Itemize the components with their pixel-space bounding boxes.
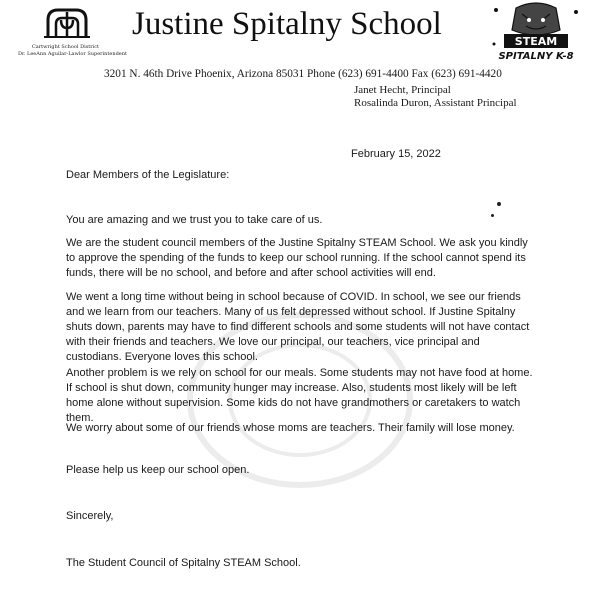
letter-date: February 15, 2022 <box>351 148 441 160</box>
letterhead <box>0 0 600 115</box>
paragraph-2: We are the student council members of the Justine Spitalny STEAM School. We ask you kindly to approve the spending of the funds to keep our school running. If the school cannot spend its funds, there will be no school, and before and after school activities will end. <box>66 237 528 279</box>
principal-name: Janet Hecht, Principal <box>354 84 451 96</box>
district-superintendent: Dr. LeeAnn Aguilar-Lawlor Superintendent <box>18 51 127 57</box>
school-address: 3201 N. 46th Drive Phoenix, Arizona 85031 Phone (623) 691-4400 Fax (623) 691-4420 <box>104 68 502 80</box>
assistant-principal-name: Rosalinda Duron, Assistant Principal <box>354 97 517 109</box>
closing: Sincerely, <box>66 510 114 522</box>
paragraph-1: You are amazing and we trust you to take care of us. <box>66 214 323 226</box>
paragraph-6: Please help us keep our school open. <box>66 464 250 476</box>
signature-line: The Student Council of Spitalny STEAM School. <box>66 557 301 569</box>
scan-speck <box>491 214 494 217</box>
paragraph-3: We went a long time without being in school because of COVID. In school, we see our friends and we learn from our teachers. Many of us felt depressed without school. If Justine Spitalny shuts down, parents may have to find different schools and some students will not have contact with their friends and teachers. We love our principal, our teachers, vice principal and custodians. Everyone loves this school. <box>66 291 530 363</box>
steam-logo-subtext: SPITALNY K-8 <box>498 51 574 62</box>
steam-logo-text: STEAM <box>514 35 558 48</box>
tiger-steam-logo-icon <box>486 0 586 62</box>
scan-speck <box>497 202 501 206</box>
district-seal-icon <box>42 6 92 42</box>
salutation: Dear Members of the Legislature: <box>66 169 230 181</box>
paragraph-4: Another problem is we rely on school for our meals. Some students may not have food at home. If school is shut down, community hunger may increase. Also, students most likely will be left home alone without supervision. Some kids do not have grandmothers or caretakers to watch them. <box>66 367 533 424</box>
paragraph-5: We worry about some of our friends whose moms are teachers. Their family will lose money. <box>66 422 515 434</box>
school-name: Justine Spitalny School <box>132 6 442 42</box>
district-name: Cartwright School District <box>31 44 100 50</box>
